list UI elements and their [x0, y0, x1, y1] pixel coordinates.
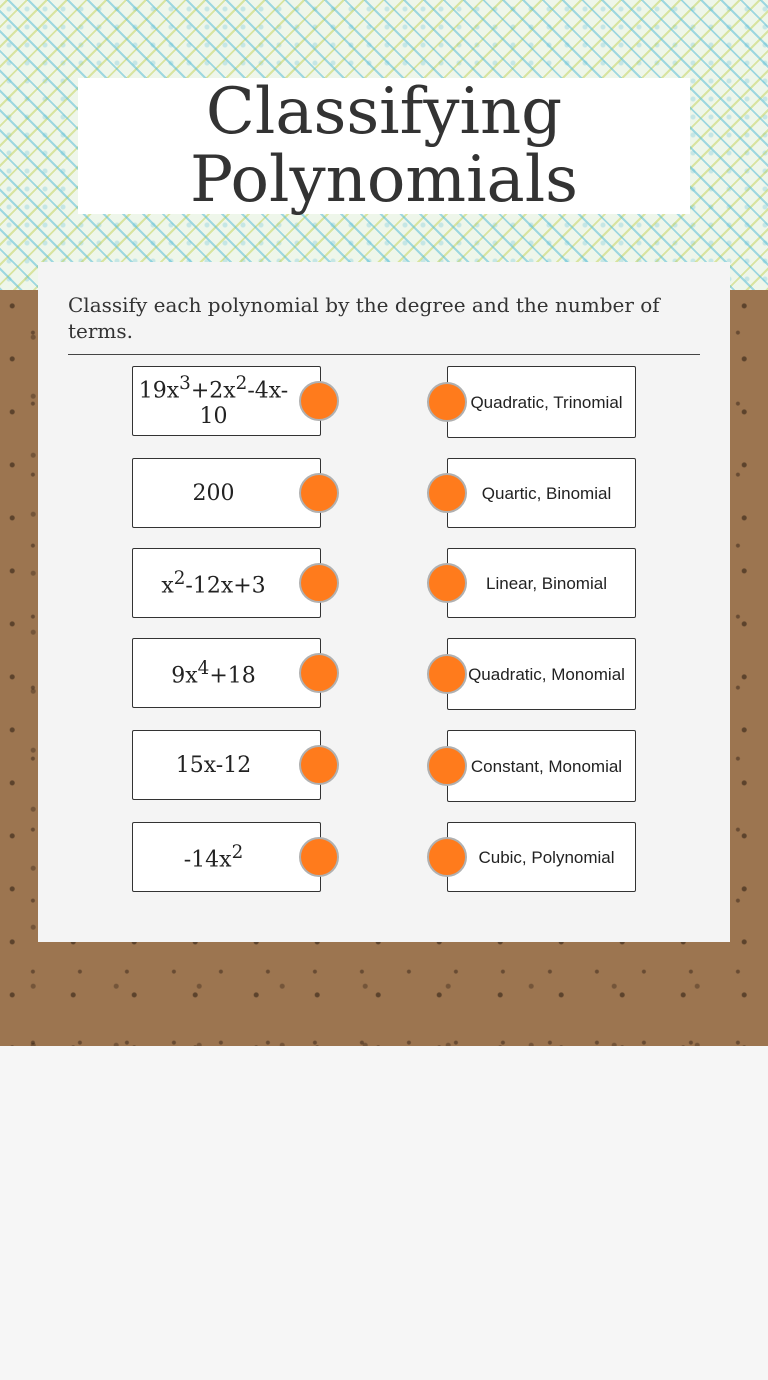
classification-label: Quadratic, Trinomial	[470, 392, 623, 412]
page-title	[190, 75, 578, 217]
right-connector-dot[interactable]	[427, 746, 467, 786]
polynomial-item[interactable]	[132, 366, 321, 436]
classification-label: Constant, Monomial	[470, 756, 623, 776]
right-connector-dot[interactable]	[427, 473, 467, 513]
classification-item[interactable]	[447, 458, 636, 528]
left-connector-dot[interactable]	[299, 745, 339, 785]
polynomial-item[interactable]	[132, 638, 321, 708]
right-connector-dot[interactable]	[427, 563, 467, 603]
title-card	[78, 75, 690, 217]
polynomial-expression: $x^2-12x+3$	[161, 567, 266, 599]
left-connector-dot[interactable]	[299, 473, 339, 513]
left-connector-dot[interactable]	[299, 837, 339, 877]
polynomial-item[interactable]	[132, 548, 321, 618]
polynomial-expression: 15x-12	[175, 752, 252, 778]
polynomial-expression: $9x^4+18$	[171, 657, 256, 689]
polynomial-item[interactable]	[132, 822, 321, 892]
classification-label: Quadratic, Monomial	[468, 664, 625, 684]
matching-activity-card	[38, 262, 730, 942]
right-connector-dot[interactable]	[427, 837, 467, 877]
right-connector-dot[interactable]	[427, 382, 467, 422]
divider	[68, 354, 700, 355]
classification-item[interactable]	[447, 548, 636, 618]
right-connector-dot[interactable]	[427, 654, 467, 694]
classification-label: Cubic, Polynomial	[478, 847, 615, 867]
page-title-line-1: Classifying	[205, 75, 563, 149]
page-title-line-2: Polynomials	[190, 143, 578, 217]
instructions-text: Classify each polynomial by the degree and the number of terms.	[68, 293, 660, 343]
polynomial-item[interactable]	[132, 730, 321, 800]
polynomial-expression: $-14x^2$	[183, 841, 244, 873]
polynomial-expression: 200	[192, 480, 235, 506]
polynomial-item[interactable]	[132, 458, 321, 528]
classification-item[interactable]	[447, 822, 636, 892]
left-connector-dot[interactable]	[299, 381, 339, 421]
blank-footer-area	[0, 1046, 768, 1380]
polynomial-expression: $19x^3+2x^2-4x-10$	[138, 373, 289, 429]
classification-label: Quartic, Binomial	[481, 483, 612, 503]
classification-item[interactable]	[447, 366, 636, 438]
left-connector-dot[interactable]	[299, 653, 339, 693]
classification-item[interactable]	[447, 730, 636, 802]
classification-item[interactable]	[447, 638, 636, 710]
classification-label: Linear, Binomial	[486, 573, 607, 593]
left-connector-dot[interactable]	[299, 563, 339, 603]
